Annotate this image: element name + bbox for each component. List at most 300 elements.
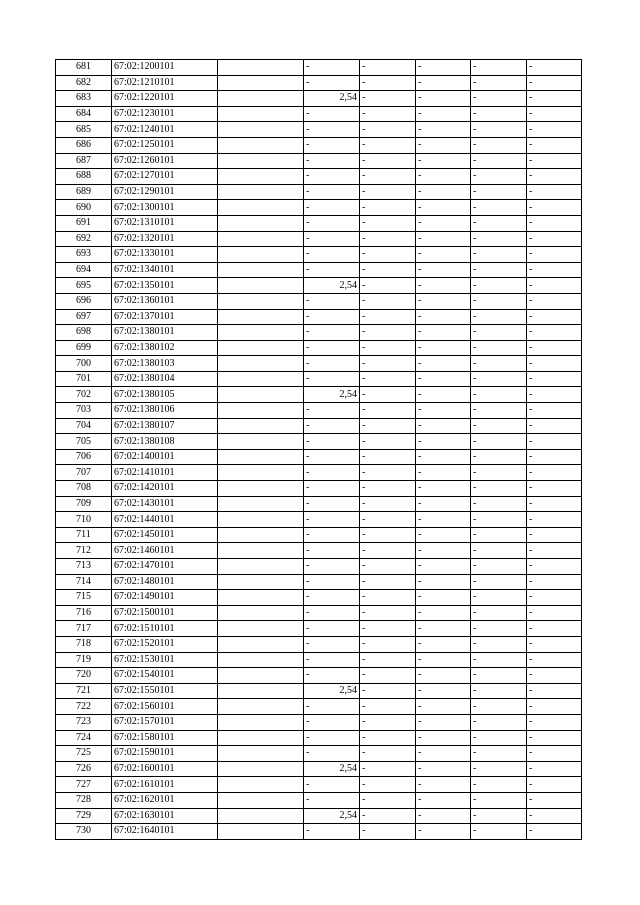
value-cell-4: - xyxy=(416,465,471,481)
value-cell-6: - xyxy=(527,621,582,637)
value-cell-6: - xyxy=(527,730,582,746)
value-cell-4: - xyxy=(416,543,471,559)
value-cell-1 xyxy=(218,184,304,200)
value-cell-4: - xyxy=(416,137,471,153)
value-cell-1 xyxy=(218,309,304,325)
cadastral-code: 67:02:1410101 xyxy=(112,465,218,481)
value-cell-5: - xyxy=(471,434,527,450)
cadastral-code: 67:02:1560101 xyxy=(112,699,218,715)
value-cell-1 xyxy=(218,75,304,91)
value-cell-2: - xyxy=(304,262,360,278)
value-cell-2: - xyxy=(304,169,360,185)
value-cell-6: - xyxy=(527,590,582,606)
value-cell-2: - xyxy=(304,325,360,341)
value-cell-4: - xyxy=(416,262,471,278)
value-cell-2: - xyxy=(304,293,360,309)
cadastral-code: 67:02:1380106 xyxy=(112,403,218,419)
table-row xyxy=(56,340,582,356)
cadastral-code: 67:02:1380107 xyxy=(112,418,218,434)
value-cell-5: - xyxy=(471,340,527,356)
value-cell-4: - xyxy=(416,621,471,637)
value-cell-4: - xyxy=(416,636,471,652)
value-cell-3: - xyxy=(360,387,416,403)
value-cell-3: - xyxy=(360,371,416,387)
cadastral-code: 67:02:1380104 xyxy=(112,371,218,387)
value-cell-5: - xyxy=(471,137,527,153)
value-cell-1 xyxy=(218,636,304,652)
value-cell-6: - xyxy=(527,465,582,481)
value-cell-1 xyxy=(218,761,304,777)
value-cell-4: - xyxy=(416,278,471,294)
table-row xyxy=(56,621,582,637)
table-row xyxy=(56,465,582,481)
value-cell-4: - xyxy=(416,153,471,169)
value-cell-2: - xyxy=(304,215,360,231)
value-cell-4: - xyxy=(416,699,471,715)
value-cell-4: - xyxy=(416,122,471,138)
value-cell-2: - xyxy=(304,824,360,840)
value-cell-5: - xyxy=(471,325,527,341)
value-cell-5: - xyxy=(471,387,527,403)
value-cell-2: - xyxy=(304,543,360,559)
cadastral-code: 67:02:1540101 xyxy=(112,668,218,684)
value-cell-5: - xyxy=(471,184,527,200)
table-row xyxy=(56,683,582,699)
table-row xyxy=(56,91,582,107)
value-cell-2: - xyxy=(304,231,360,247)
value-cell-6: - xyxy=(527,481,582,497)
cadastral-code: 67:02:1430101 xyxy=(112,496,218,512)
table-body xyxy=(56,60,582,840)
value-cell-2: - xyxy=(304,730,360,746)
table-row xyxy=(56,496,582,512)
value-cell-1 xyxy=(218,527,304,543)
value-cell-1 xyxy=(218,714,304,730)
value-cell-6: - xyxy=(527,215,582,231)
value-cell-6: - xyxy=(527,683,582,699)
value-cell-4: - xyxy=(416,293,471,309)
value-cell-5: - xyxy=(471,808,527,824)
value-cell-3: - xyxy=(360,122,416,138)
value-cell-3: - xyxy=(360,824,416,840)
row-number: 707 xyxy=(56,465,112,481)
row-number: 727 xyxy=(56,777,112,793)
table-row xyxy=(56,309,582,325)
value-cell-2: - xyxy=(304,574,360,590)
value-cell-3: - xyxy=(360,247,416,263)
table-row xyxy=(56,231,582,247)
row-number: 723 xyxy=(56,714,112,730)
row-number: 729 xyxy=(56,808,112,824)
value-cell-2: - xyxy=(304,636,360,652)
value-cell-1 xyxy=(218,777,304,793)
table-row xyxy=(56,512,582,528)
value-cell-3: - xyxy=(360,91,416,107)
value-cell-1 xyxy=(218,668,304,684)
value-cell-4: - xyxy=(416,60,471,76)
row-number: 709 xyxy=(56,496,112,512)
value-cell-6: - xyxy=(527,714,582,730)
row-number: 718 xyxy=(56,636,112,652)
cadastral-code: 67:02:1230101 xyxy=(112,106,218,122)
value-cell-1 xyxy=(218,169,304,185)
value-cell-3: - xyxy=(360,605,416,621)
value-cell-4: - xyxy=(416,325,471,341)
value-cell-1 xyxy=(218,746,304,762)
cadastral-code: 67:02:1350101 xyxy=(112,278,218,294)
value-cell-3: - xyxy=(360,527,416,543)
table-row xyxy=(56,730,582,746)
value-cell-6: - xyxy=(527,403,582,419)
row-number: 695 xyxy=(56,278,112,294)
value-cell-6: - xyxy=(527,777,582,793)
value-cell-5: - xyxy=(471,153,527,169)
value-cell-2: - xyxy=(304,512,360,528)
value-cell-5: - xyxy=(471,746,527,762)
value-cell-6: - xyxy=(527,278,582,294)
value-cell-5: - xyxy=(471,122,527,138)
row-number: 696 xyxy=(56,293,112,309)
value-cell-4: - xyxy=(416,714,471,730)
value-cell-3: - xyxy=(360,106,416,122)
value-cell-3: - xyxy=(360,543,416,559)
value-cell-3: - xyxy=(360,60,416,76)
cadastral-code: 67:02:1550101 xyxy=(112,683,218,699)
table-row xyxy=(56,808,582,824)
table-row xyxy=(56,215,582,231)
table-row xyxy=(56,122,582,138)
value-cell-2: - xyxy=(304,106,360,122)
value-cell-1 xyxy=(218,356,304,372)
value-cell-1 xyxy=(218,465,304,481)
cadastral-code: 67:02:1610101 xyxy=(112,777,218,793)
value-cell-1 xyxy=(218,247,304,263)
value-cell-1 xyxy=(218,543,304,559)
value-cell-4: - xyxy=(416,418,471,434)
value-cell-6: - xyxy=(527,75,582,91)
cadastral-code: 67:02:1370101 xyxy=(112,309,218,325)
cadastral-code: 67:02:1480101 xyxy=(112,574,218,590)
table-row xyxy=(56,371,582,387)
value-cell-3: - xyxy=(360,325,416,341)
value-cell-4: - xyxy=(416,792,471,808)
value-cell-6: - xyxy=(527,512,582,528)
cadastral-code: 67:02:1400101 xyxy=(112,449,218,465)
cadastral-code: 67:02:1600101 xyxy=(112,761,218,777)
value-cell-3: - xyxy=(360,496,416,512)
table-row xyxy=(56,293,582,309)
value-cell-6: - xyxy=(527,449,582,465)
value-cell-2: 2,54 xyxy=(304,761,360,777)
value-cell-5: - xyxy=(471,278,527,294)
cadastral-code: 67:02:1240101 xyxy=(112,122,218,138)
value-cell-2: 2,54 xyxy=(304,808,360,824)
value-cell-1 xyxy=(218,371,304,387)
cadastral-code: 67:02:1620101 xyxy=(112,792,218,808)
value-cell-6: - xyxy=(527,605,582,621)
value-cell-1 xyxy=(218,621,304,637)
value-cell-4: - xyxy=(416,777,471,793)
row-number: 728 xyxy=(56,792,112,808)
row-number: 697 xyxy=(56,309,112,325)
value-cell-2: - xyxy=(304,153,360,169)
value-cell-1 xyxy=(218,481,304,497)
value-cell-4: - xyxy=(416,231,471,247)
cadastral-code: 67:02:1570101 xyxy=(112,714,218,730)
table-row xyxy=(56,481,582,497)
value-cell-1 xyxy=(218,730,304,746)
value-cell-6: - xyxy=(527,91,582,107)
value-cell-5: - xyxy=(471,792,527,808)
value-cell-5: - xyxy=(471,418,527,434)
value-cell-2: - xyxy=(304,340,360,356)
value-cell-1 xyxy=(218,122,304,138)
cadastral-code: 67:02:1460101 xyxy=(112,543,218,559)
value-cell-4: - xyxy=(416,449,471,465)
value-cell-1 xyxy=(218,200,304,216)
value-cell-2: - xyxy=(304,371,360,387)
value-cell-1 xyxy=(218,91,304,107)
table-row xyxy=(56,574,582,590)
value-cell-2: - xyxy=(304,652,360,668)
value-cell-6: - xyxy=(527,106,582,122)
value-cell-5: - xyxy=(471,262,527,278)
row-number: 703 xyxy=(56,403,112,419)
cadastral-code: 67:02:1300101 xyxy=(112,200,218,216)
row-number: 719 xyxy=(56,652,112,668)
row-number: 710 xyxy=(56,512,112,528)
value-cell-6: - xyxy=(527,434,582,450)
value-cell-5: - xyxy=(471,590,527,606)
cadastral-code: 67:02:1210101 xyxy=(112,75,218,91)
value-cell-5: - xyxy=(471,309,527,325)
value-cell-5: - xyxy=(471,761,527,777)
row-number: 708 xyxy=(56,481,112,497)
table-row xyxy=(56,761,582,777)
value-cell-1 xyxy=(218,699,304,715)
value-cell-2: - xyxy=(304,746,360,762)
value-cell-5: - xyxy=(471,169,527,185)
value-cell-5: - xyxy=(471,371,527,387)
data-table xyxy=(55,59,582,840)
value-cell-5: - xyxy=(471,231,527,247)
value-cell-1 xyxy=(218,106,304,122)
value-cell-4: - xyxy=(416,184,471,200)
value-cell-3: - xyxy=(360,293,416,309)
value-cell-5: - xyxy=(471,91,527,107)
value-cell-5: - xyxy=(471,512,527,528)
value-cell-3: - xyxy=(360,559,416,575)
table-row xyxy=(56,106,582,122)
value-cell-5: - xyxy=(471,621,527,637)
value-cell-4: - xyxy=(416,481,471,497)
value-cell-1 xyxy=(218,215,304,231)
table-row xyxy=(56,636,582,652)
value-cell-1 xyxy=(218,496,304,512)
cadastral-code: 67:02:1440101 xyxy=(112,512,218,528)
value-cell-1 xyxy=(218,278,304,294)
value-cell-2: - xyxy=(304,200,360,216)
value-cell-2: 2,54 xyxy=(304,91,360,107)
value-cell-3: - xyxy=(360,730,416,746)
value-cell-5: - xyxy=(471,75,527,91)
row-number: 705 xyxy=(56,434,112,450)
value-cell-2: - xyxy=(304,137,360,153)
row-number: 717 xyxy=(56,621,112,637)
row-number: 693 xyxy=(56,247,112,263)
value-cell-2: - xyxy=(304,309,360,325)
row-number: 704 xyxy=(56,418,112,434)
cadastral-code: 67:02:1520101 xyxy=(112,636,218,652)
value-cell-1 xyxy=(218,559,304,575)
row-number: 714 xyxy=(56,574,112,590)
table-row xyxy=(56,543,582,559)
cadastral-code: 67:02:1640101 xyxy=(112,824,218,840)
table-row xyxy=(56,714,582,730)
value-cell-1 xyxy=(218,60,304,76)
value-cell-6: - xyxy=(527,387,582,403)
value-cell-2: - xyxy=(304,356,360,372)
table-row xyxy=(56,247,582,263)
row-number: 722 xyxy=(56,699,112,715)
value-cell-1 xyxy=(218,153,304,169)
value-cell-1 xyxy=(218,325,304,341)
value-cell-2: - xyxy=(304,668,360,684)
value-cell-5: - xyxy=(471,730,527,746)
table-row xyxy=(56,325,582,341)
value-cell-3: - xyxy=(360,184,416,200)
row-number: 683 xyxy=(56,91,112,107)
table-row xyxy=(56,652,582,668)
table-row xyxy=(56,200,582,216)
table-row xyxy=(56,278,582,294)
value-cell-3: - xyxy=(360,683,416,699)
table-row xyxy=(56,262,582,278)
value-cell-4: - xyxy=(416,559,471,575)
value-cell-6: - xyxy=(527,340,582,356)
value-cell-6: - xyxy=(527,761,582,777)
row-number: 724 xyxy=(56,730,112,746)
table-row xyxy=(56,356,582,372)
row-number: 694 xyxy=(56,262,112,278)
value-cell-4: - xyxy=(416,75,471,91)
value-cell-3: - xyxy=(360,621,416,637)
row-number: 716 xyxy=(56,605,112,621)
value-cell-3: - xyxy=(360,668,416,684)
cadastral-code: 67:02:1450101 xyxy=(112,527,218,543)
row-number: 725 xyxy=(56,746,112,762)
value-cell-6: - xyxy=(527,200,582,216)
value-cell-5: - xyxy=(471,200,527,216)
value-cell-4: - xyxy=(416,371,471,387)
cadastral-code: 67:02:1220101 xyxy=(112,91,218,107)
value-cell-6: - xyxy=(527,356,582,372)
value-cell-4: - xyxy=(416,309,471,325)
value-cell-4: - xyxy=(416,746,471,762)
value-cell-3: - xyxy=(360,278,416,294)
table-row xyxy=(56,527,582,543)
value-cell-5: - xyxy=(471,824,527,840)
value-cell-1 xyxy=(218,808,304,824)
value-cell-2: - xyxy=(304,496,360,512)
value-cell-3: - xyxy=(360,590,416,606)
value-cell-1 xyxy=(218,262,304,278)
row-number: 686 xyxy=(56,137,112,153)
row-number: 681 xyxy=(56,60,112,76)
value-cell-3: - xyxy=(360,465,416,481)
value-cell-3: - xyxy=(360,418,416,434)
value-cell-6: - xyxy=(527,543,582,559)
table-row xyxy=(56,746,582,762)
value-cell-5: - xyxy=(471,777,527,793)
value-cell-6: - xyxy=(527,231,582,247)
value-cell-5: - xyxy=(471,668,527,684)
value-cell-3: - xyxy=(360,652,416,668)
value-cell-2: - xyxy=(304,590,360,606)
value-cell-5: - xyxy=(471,543,527,559)
value-cell-6: - xyxy=(527,122,582,138)
table-row xyxy=(56,75,582,91)
value-cell-3: - xyxy=(360,340,416,356)
value-cell-4: - xyxy=(416,169,471,185)
value-cell-6: - xyxy=(527,153,582,169)
cadastral-code: 67:02:1270101 xyxy=(112,169,218,185)
value-cell-5: - xyxy=(471,574,527,590)
table-row xyxy=(56,668,582,684)
value-cell-2: - xyxy=(304,122,360,138)
value-cell-4: - xyxy=(416,761,471,777)
value-cell-5: - xyxy=(471,699,527,715)
value-cell-5: - xyxy=(471,356,527,372)
value-cell-5: - xyxy=(471,714,527,730)
row-number: 690 xyxy=(56,200,112,216)
value-cell-2: - xyxy=(304,777,360,793)
cadastral-code: 67:02:1580101 xyxy=(112,730,218,746)
cadastral-code: 67:02:1380101 xyxy=(112,325,218,341)
cadastral-code: 67:02:1360101 xyxy=(112,293,218,309)
value-cell-2: - xyxy=(304,699,360,715)
value-cell-2: - xyxy=(304,792,360,808)
cadastral-code: 67:02:1380108 xyxy=(112,434,218,450)
cadastral-code: 67:02:1340101 xyxy=(112,262,218,278)
row-number: 699 xyxy=(56,340,112,356)
value-cell-1 xyxy=(218,434,304,450)
value-cell-6: - xyxy=(527,668,582,684)
value-cell-3: - xyxy=(360,699,416,715)
value-cell-6: - xyxy=(527,699,582,715)
value-cell-5: - xyxy=(471,247,527,263)
value-cell-6: - xyxy=(527,371,582,387)
value-cell-1 xyxy=(218,293,304,309)
value-cell-6: - xyxy=(527,746,582,762)
value-cell-1 xyxy=(218,824,304,840)
table-row xyxy=(56,418,582,434)
cadastral-code: 67:02:1330101 xyxy=(112,247,218,263)
value-cell-3: - xyxy=(360,714,416,730)
table-row xyxy=(56,777,582,793)
value-cell-5: - xyxy=(471,636,527,652)
row-number: 715 xyxy=(56,590,112,606)
value-cell-4: - xyxy=(416,340,471,356)
row-number: 691 xyxy=(56,215,112,231)
row-number: 688 xyxy=(56,169,112,185)
value-cell-2: - xyxy=(304,247,360,263)
value-cell-6: - xyxy=(527,496,582,512)
table-row xyxy=(56,824,582,840)
value-cell-2: - xyxy=(304,60,360,76)
value-cell-3: - xyxy=(360,746,416,762)
value-cell-1 xyxy=(218,590,304,606)
